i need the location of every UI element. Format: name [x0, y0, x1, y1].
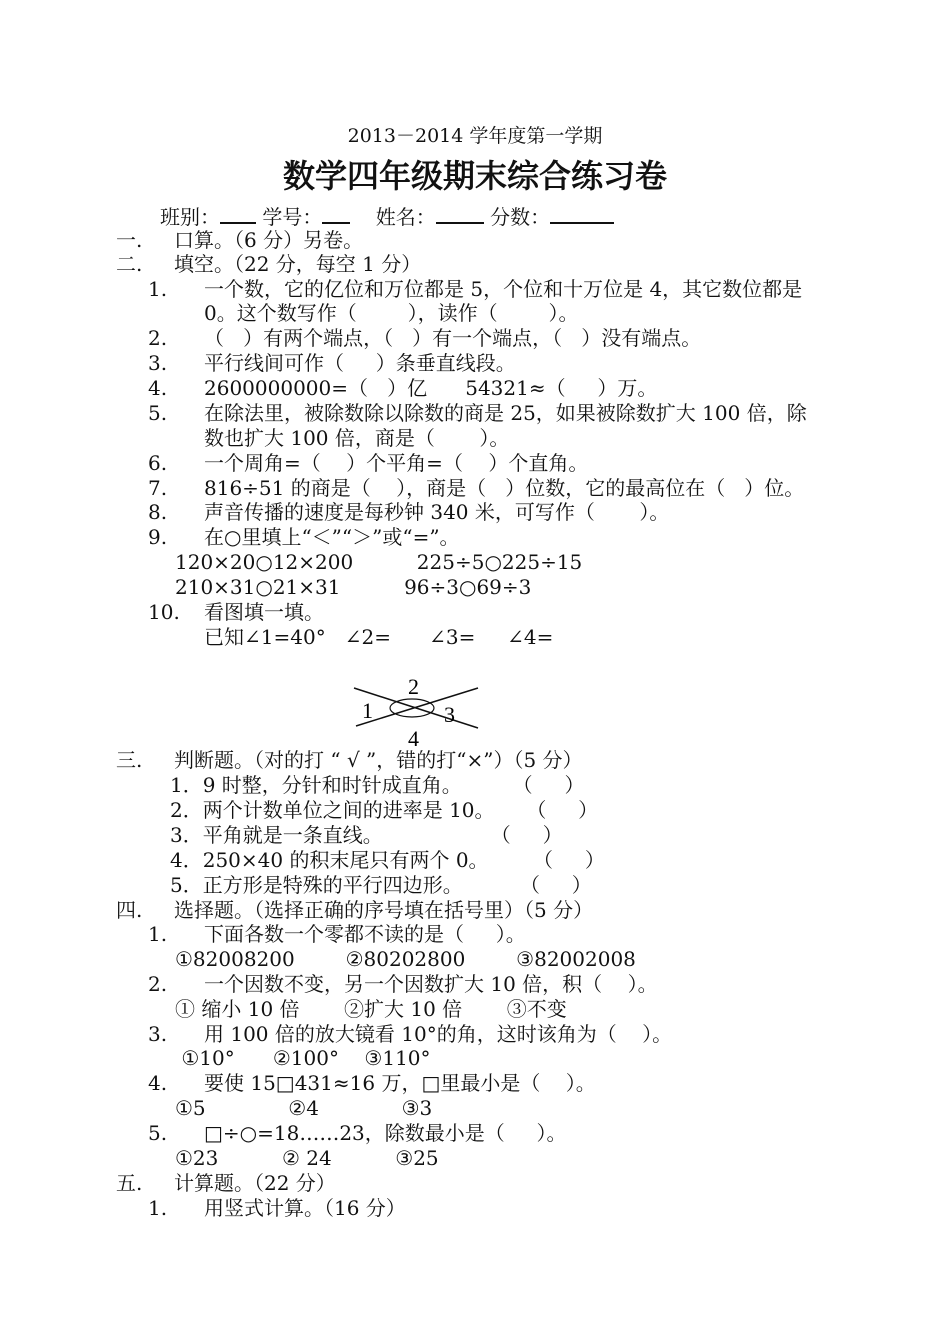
question-text: □÷○=18……23，除数最小是（ ）。 — [204, 1121, 567, 1145]
question-number: 1. — [148, 922, 168, 946]
section-number: 三. — [116, 748, 143, 772]
name-blank — [436, 204, 484, 224]
choice-options-4: ①5 ②4 ③3 — [175, 1096, 433, 1120]
section-5 — [116, 1171, 336, 1195]
question-number: 7. — [148, 476, 168, 500]
choice-options-1: ①82008200 ②80202800 ③82002008 — [175, 947, 636, 971]
fill-question-5-cont: 数也扩大 100 倍，商是（ ）。 — [204, 426, 510, 450]
question-text: 平行线间可作（ ）条垂直线段。 — [204, 351, 516, 375]
fill-question-5 — [148, 401, 807, 425]
section-4 — [116, 898, 593, 922]
fill-question-1-cont: 0。这个数写作（ ），读作（ ）。 — [204, 301, 579, 325]
compare-row-2: 210×31○21×31 96÷3○69÷3 — [175, 575, 532, 599]
question-number: 2. — [148, 972, 168, 996]
question-text: （ ）有两个端点，（ ）有一个端点，（ ）没有端点。 — [204, 326, 702, 350]
question-number: 10. — [148, 600, 180, 624]
section-number: 二. — [116, 252, 143, 276]
choice-options-3: ①10° ②100° ③110° — [175, 1046, 431, 1070]
section-number: 一. — [116, 228, 143, 252]
question-number: 2. — [148, 326, 168, 350]
fill-question-3 — [148, 351, 516, 375]
name-label: 姓名： — [375, 205, 436, 229]
section-title: 判断题。（对的打 “ √ ”，错的打“×”）（5 分） — [174, 748, 583, 772]
question-text: 2600000000=（ ）亿 54321≈（ ）万。 — [204, 376, 658, 400]
question-number: 3. — [148, 351, 168, 375]
angle-label-4: 4 — [408, 726, 419, 750]
fill-question-8 — [148, 500, 669, 524]
question-number: 1. — [148, 277, 168, 301]
section-1 — [116, 228, 363, 252]
question-number: 9. — [148, 525, 168, 549]
judge-item-4: 4．250×40 的积末尾只有两个 0。 （ ） — [170, 848, 605, 872]
fill-question-7 — [148, 476, 804, 500]
student-id-label: 学号： — [262, 205, 323, 229]
judge-item-2: 2．两个计数单位之间的进率是 10。 （ ） — [170, 798, 599, 822]
question-text: 看图填一填。 — [204, 600, 324, 624]
fill-question-9 — [148, 525, 460, 549]
question-text: 下面各数一个零都不读的是（ ）。 — [204, 922, 526, 946]
question-text: 一个周角=（ ）个平角=（ ）个直角。 — [204, 451, 589, 475]
question-text: 一个数，它的亿位和万位都是 5，个位和十万位是 4，其它数位都是 — [204, 277, 803, 301]
intersecting-lines-figure — [350, 670, 490, 750]
judge-item-5: 5．正方形是特殊的平行四边形。 （ ） — [170, 873, 592, 897]
question-text: 要使 15□431≈16 万，□里最小是（ ）。 — [204, 1071, 596, 1095]
fill-question-4 — [148, 376, 657, 400]
section-title: 计算题。（22 分） — [174, 1171, 336, 1195]
angle-given-line: 已知∠1=40° ∠2= ∠3= ∠4= — [204, 625, 554, 649]
question-number: 8. — [148, 500, 168, 524]
section-title: 口算。（6 分）另卷。 — [174, 228, 364, 252]
section-number: 五. — [116, 1171, 143, 1195]
choice-question-1 — [148, 922, 526, 946]
exam-title: 数学四年级期末综合练习卷 — [282, 157, 667, 195]
class-blank — [220, 204, 256, 224]
fill-question-10 — [148, 600, 324, 624]
choice-options-2: ① 缩小 10 倍 ②扩大 10 倍 ③不变 — [175, 997, 567, 1021]
choice-question-5 — [148, 1121, 567, 1145]
choice-question-4 — [148, 1071, 596, 1095]
question-text: 在除法里，被除数除以除数的商是 25，如果被除数扩大 100 倍，除 — [204, 401, 807, 425]
question-text: 816÷51 的商是（ ），商是（ ）位数，它的最高位在（ ）位。 — [204, 476, 805, 500]
student-info-line — [160, 204, 614, 229]
section-number: 四. — [116, 898, 143, 922]
question-text: 在○里填上“＜”“＞”或“=”。 — [204, 525, 460, 549]
compare-row-1: 120×20○12×200 225÷5○225÷15 — [175, 550, 583, 574]
question-number: 6. — [148, 451, 168, 475]
choice-question-3 — [148, 1022, 672, 1046]
score-blank — [550, 204, 614, 224]
section-2 — [116, 252, 421, 276]
section-title: 填空。（22 分，每空 1 分） — [174, 252, 422, 276]
question-number: 1. — [148, 1196, 168, 1220]
class-label: 班别： — [160, 205, 220, 229]
question-text: 用竖式计算。（16 分） — [204, 1196, 406, 1220]
term-heading: 2013－2014 学年度第一学期 — [347, 125, 603, 147]
section-3 — [116, 748, 583, 772]
section-title: 选择题。（选择正确的序号填在括号里）（5 分） — [174, 898, 594, 922]
calc-question-1 — [148, 1196, 406, 1220]
angle-label-2: 2 — [408, 674, 419, 699]
fill-question-6 — [148, 451, 588, 475]
choice-question-2 — [148, 972, 658, 996]
question-text: 声音传播的速度是每秒钟 340 米，可写作（ ）。 — [204, 500, 670, 524]
angle-label-3: 3 — [444, 702, 455, 727]
angle-label-1: 1 — [362, 698, 373, 723]
question-number: 5. — [148, 1121, 168, 1145]
choice-options-5: ①23 ② 24 ③25 — [175, 1146, 439, 1170]
judge-item-3: 3．平角就是一条直线。 （ ） — [170, 823, 563, 847]
fill-question-2 — [148, 326, 701, 350]
question-number: 4. — [148, 376, 168, 400]
judge-item-1: 1．9 时整，分针和时针成直角。 （ ） — [170, 773, 585, 797]
fill-question-1 — [148, 277, 802, 301]
score-label: 分数： — [490, 205, 551, 229]
question-number: 5. — [148, 401, 168, 425]
student-id-blank — [322, 204, 350, 224]
question-text: 一个因数不变，另一个因数扩大 10 倍，积（ ）。 — [204, 972, 658, 996]
question-text: 用 100 倍的放大镜看 10°的角，这时该角为（ ）。 — [204, 1022, 673, 1046]
question-number: 4. — [148, 1071, 168, 1095]
question-number: 3. — [148, 1022, 168, 1046]
